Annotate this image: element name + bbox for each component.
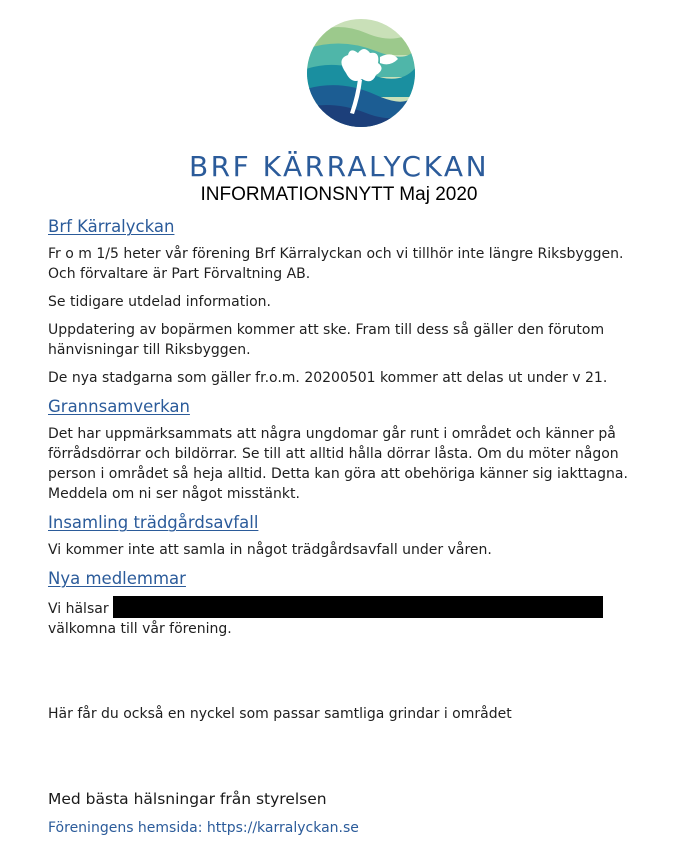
closing-greeting: Med bästa hälsningar från styrelsen xyxy=(48,790,327,808)
flower-logo-icon xyxy=(306,15,416,133)
newsletter-title: INFORMATIONSNYTT Maj 2020 xyxy=(200,184,478,205)
paragraph: Det har uppmärksammats att några ungdomar går runt i området och känner på förrådsdörrar och bildörrar. Se till att alltid hålla dörrar låsta. Om du möter någon person i området så heja alltid. Detta kan göra att obehöriga känner sig iakttagna. Meddela om ni ser något misstänkt. xyxy=(48,426,628,502)
paragraph: Fr o m 1/5 heter vår förening Brf Kärralyckan och vi tillhör inte längre Riksbyggen. Och förvaltare är Part Förvaltning AB. xyxy=(48,246,624,282)
brand-name: BRF KÄRRALYCKAN xyxy=(188,150,490,183)
welcome-prefix: Vi hälsar xyxy=(48,601,109,617)
paragraph: Se tidigare utdelad information. xyxy=(48,294,272,310)
welcome-suffix: välkomna till vår förening. xyxy=(48,621,232,637)
newsletter-body xyxy=(48,216,638,639)
paragraph: De nya stadgarna som gäller fr.o.m. 20200501 kommer att delas ut under v 21. xyxy=(48,370,608,386)
welcome-paragraph xyxy=(48,596,638,639)
section-heading-grannsamverkan: Grannsamverkan xyxy=(48,397,190,416)
key-info-paragraph: Här får du också en nyckel som passar samtliga grindar i området xyxy=(48,706,512,722)
section-heading-brf: Brf Kärralyckan xyxy=(48,217,175,236)
section-heading-nya-medlemmar: Nya medlemmar xyxy=(48,569,186,588)
website-link[interactable]: Föreningens hemsida: https://karralyckan.se xyxy=(48,820,359,836)
paragraph: Vi kommer inte att samla in något trädgårdsavfall under våren. xyxy=(48,542,492,558)
paragraph: Uppdatering av bopärmen kommer att ske. Fram till dess så gäller den förutom hänvisningar till Riksbyggen. xyxy=(48,322,605,358)
redacted-names xyxy=(113,596,603,618)
section-heading-tradgardsavfall: Insamling trädgårdsavfall xyxy=(48,513,259,532)
